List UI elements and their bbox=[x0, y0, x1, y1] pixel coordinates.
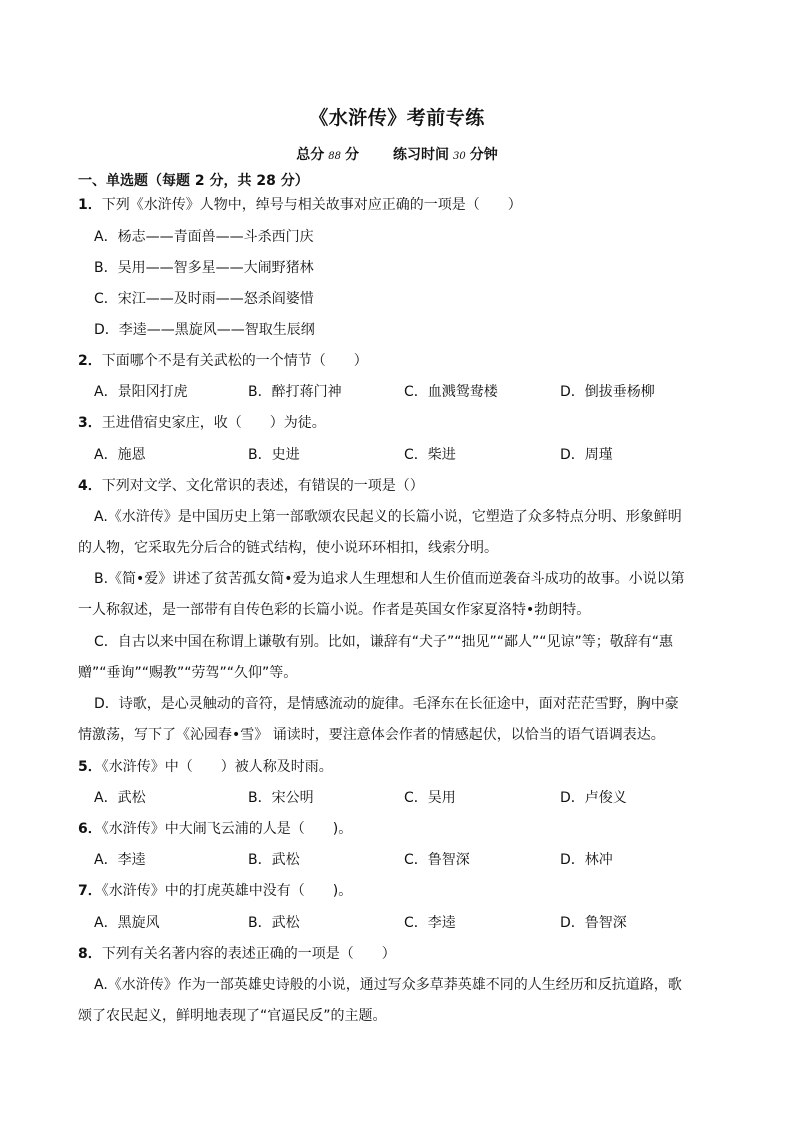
option-a[interactable]: A．施恩 bbox=[94, 447, 146, 463]
option-d[interactable]: D．林冲 bbox=[560, 852, 613, 868]
option-a[interactable]: A．杨志——青面兽——斗杀西门庆 bbox=[94, 229, 314, 245]
question-4 bbox=[78, 477, 424, 495]
option-d[interactable]: D．周瑾 bbox=[560, 447, 613, 463]
question-stem: 下列有关名著内容的表述正确的一项是（ ） bbox=[101, 946, 396, 962]
option-b[interactable]: B．史进 bbox=[248, 447, 300, 463]
score-label: 总分 bbox=[296, 147, 325, 163]
question-number: 5． bbox=[78, 759, 102, 775]
question-number: 8． bbox=[78, 946, 102, 962]
question-stem: 《水浒传》中（ ）被人称及时雨。 bbox=[101, 759, 333, 775]
option-c[interactable]: C．吴用 bbox=[404, 790, 456, 806]
score-value: 88 bbox=[328, 151, 341, 162]
question-5 bbox=[78, 758, 333, 776]
question-number: 7． bbox=[78, 883, 102, 899]
time-unit: 分钟 bbox=[469, 147, 498, 163]
option-b[interactable]: B．吴用——智多星——大闹野猪林 bbox=[94, 260, 314, 276]
option-a-text[interactable]: A.《水浒传》是中国历史上第一部歌颂农民起义的长篇小说，它塑造了众多特点分明、形象鲜明 bbox=[94, 509, 682, 525]
option-a[interactable]: A．景阳冈打虎 bbox=[94, 384, 188, 400]
option-a-text-cont: 的人物，它采取先分后合的链式结构，使小说环环相扣，线索分明。 bbox=[78, 540, 498, 556]
option-d[interactable]: D．卢俊义 bbox=[560, 790, 627, 806]
option-b[interactable]: B．醉打蒋门神 bbox=[248, 384, 342, 400]
option-b-text-cont: 一人称叙述，是一部带有自传色彩的长篇小说。作者是英国女作家夏洛特•勃朗特。 bbox=[78, 602, 591, 618]
question-stem: 下列对文学、文化常识的表述，有错误的一项是（） bbox=[101, 478, 424, 494]
option-b[interactable]: B．武松 bbox=[248, 852, 300, 868]
option-d[interactable]: D．鲁智深 bbox=[560, 915, 627, 931]
exam-info bbox=[0, 144, 794, 164]
option-c-text-cont: 赠”“垂询”“赐教”“劳驾”“久仰”等。 bbox=[78, 665, 298, 681]
question-6 bbox=[78, 820, 352, 838]
question-7 bbox=[78, 882, 352, 900]
option-a-text[interactable]: A.《水浒传》作为一部英雄史诗般的小说，通过写众多草莽英雄不同的人生经历和反抗道路，歌 bbox=[94, 977, 682, 993]
page-title: 《水浒传》考前专练 bbox=[309, 107, 485, 129]
score-unit: 分 bbox=[345, 147, 359, 163]
option-b-text[interactable]: B.《简•爱》讲述了贫苦孤女简•爱为追求人生理想和人生价值而逆袭奋斗成功的故事。小说以第 bbox=[94, 571, 685, 587]
question-8 bbox=[78, 945, 396, 963]
option-a[interactable]: A．武松 bbox=[94, 790, 146, 806]
question-1 bbox=[78, 196, 522, 214]
option-c[interactable]: C．李逵 bbox=[404, 915, 456, 931]
option-a[interactable]: A．李逵 bbox=[94, 852, 146, 868]
option-c[interactable]: C．宋江——及时雨——怒杀阎婆惜 bbox=[94, 291, 314, 307]
question-number: 2． bbox=[78, 353, 102, 369]
question-stem: 《水浒传》中的打虎英雄中没有（ )。 bbox=[101, 883, 353, 899]
option-a[interactable]: A．黑旋风 bbox=[94, 915, 160, 931]
option-c[interactable]: C．鲁智深 bbox=[404, 852, 470, 868]
time-label: 练习时间 bbox=[393, 147, 449, 163]
question-stem: 《水浒传》中大闹飞云浦的人是（ )。 bbox=[101, 821, 353, 837]
option-c-text[interactable]: C．自古以来中国在称谓上谦敬有别。比如，谦辞有“犬子”“拙见”“鄙人”“见谅”等；敬辞有“惠 bbox=[94, 634, 674, 650]
option-c[interactable]: C．柴进 bbox=[404, 447, 456, 463]
question-2 bbox=[78, 352, 368, 370]
question-number: 1． bbox=[78, 197, 102, 213]
option-a-text-cont: 颂了农民起义，鲜明地表现了“官逼民反”的主题。 bbox=[78, 1008, 387, 1024]
option-d[interactable]: D．倒拔垂杨柳 bbox=[560, 384, 655, 400]
question-number: 3． bbox=[78, 415, 102, 431]
question-number: 6． bbox=[78, 821, 102, 837]
option-d-text[interactable]: D．诗歌，是心灵触动的音符，是情感流动的旋律。毛泽东在长征途中，面对茫茫雪野，胸中豪 bbox=[94, 696, 679, 712]
question-3 bbox=[78, 414, 326, 432]
option-c[interactable]: C．血溅鸳鸯楼 bbox=[404, 384, 498, 400]
option-b[interactable]: B．武松 bbox=[248, 915, 300, 931]
section-heading: 一、单选题（每题 2 分，共 28 分） bbox=[78, 173, 309, 189]
time-value: 30 bbox=[453, 151, 466, 162]
question-stem: 下面哪个不是有关武松的一个情节（ ） bbox=[101, 353, 368, 369]
question-stem: 下列《水浒传》人物中，绰号与相关故事对应正确的一项是（ ） bbox=[101, 197, 522, 213]
question-number: 4． bbox=[78, 478, 102, 494]
question-stem: 王进借宿史家庄，收（ ）为徒。 bbox=[101, 415, 326, 431]
option-d[interactable]: D．李逵——黑旋风——智取生辰纲 bbox=[94, 322, 315, 338]
option-b[interactable]: B．宋公明 bbox=[248, 790, 314, 806]
option-d-text-cont: 情激荡，写下了《沁园春•雪》 诵读时，要注意体会作者的情感起伏，以恰当的语气语调表达。 bbox=[78, 727, 665, 743]
